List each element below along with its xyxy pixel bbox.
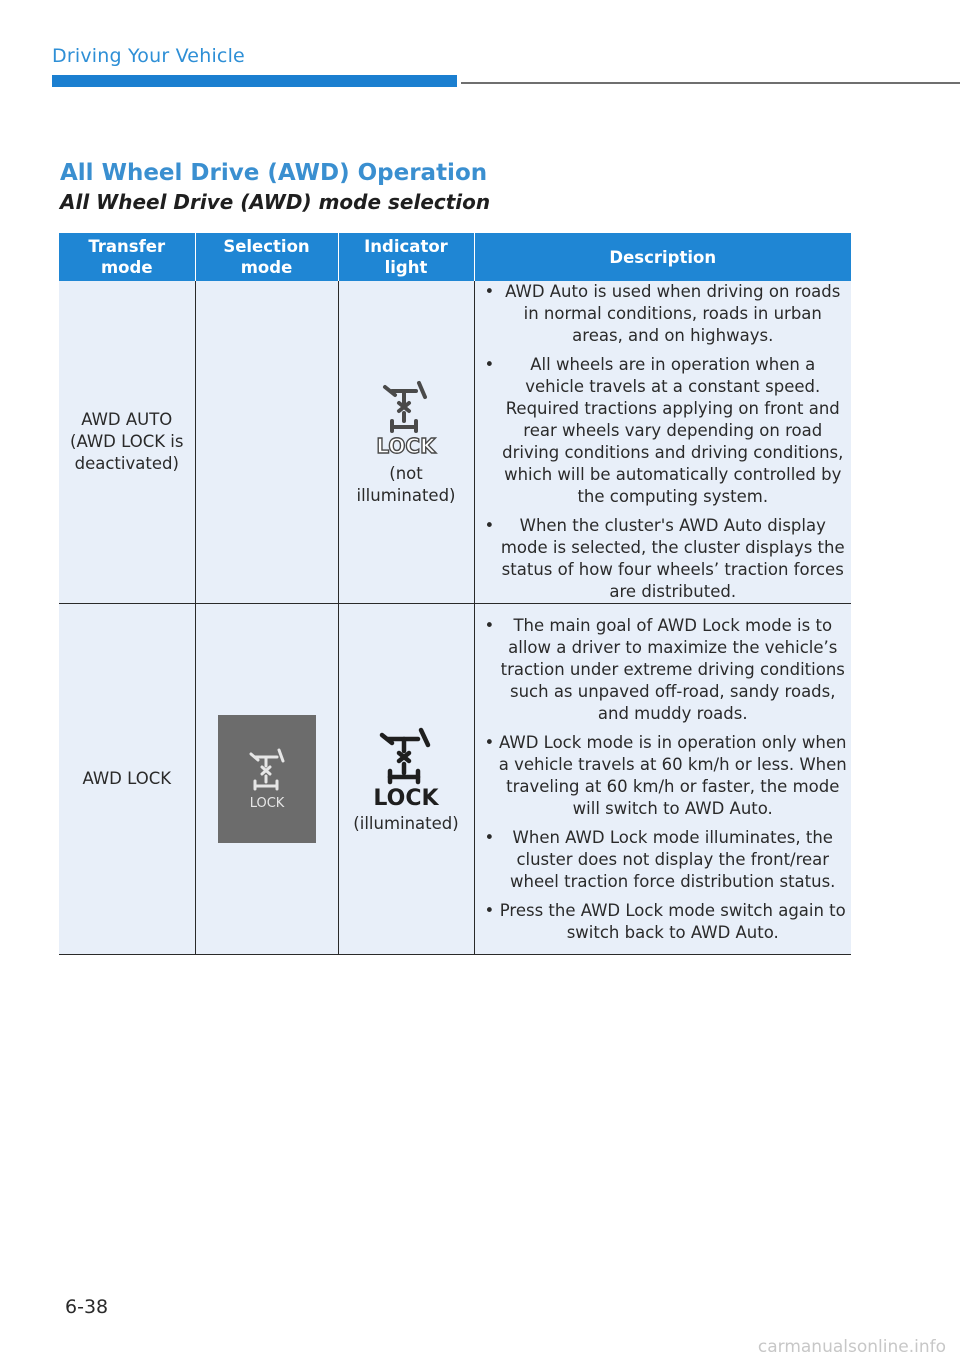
list-item: • All wheels are in operation when a vehicle travels at a constant speed. Required tractions applying on front and rear wheels vary depending on road driving conditions and driving conditions, which will be automatically controlled by the computing system. bbox=[479, 354, 848, 508]
awd-mode-table bbox=[59, 233, 851, 955]
list-item: • AWD Lock mode is in operation only when a vehicle travels at 60 km/h or less. When traveling at 60 km/h or faster, the mode will switch to AWD Auto. bbox=[479, 732, 848, 820]
section-title: All Wheel Drive (AWD) Operation bbox=[60, 160, 488, 186]
section-subtitle: All Wheel Drive (AWD) mode selection bbox=[60, 190, 491, 214]
header-selection-mode: Selection mode bbox=[195, 233, 338, 281]
table-row bbox=[59, 604, 851, 955]
table-row bbox=[59, 281, 851, 604]
description-list bbox=[479, 615, 848, 944]
svg-text:LOCK: LOCK bbox=[249, 796, 284, 811]
header-indicator-light: Indicator light bbox=[338, 233, 474, 281]
watermark: carmanualsonline.info bbox=[757, 1337, 946, 1357]
svg-text:LOCK: LOCK bbox=[376, 434, 436, 457]
awd-lock-solid-icon bbox=[368, 723, 444, 813]
transfer-mode-cell: AWD LOCK bbox=[59, 604, 195, 955]
running-head: Driving Your Vehicle bbox=[52, 45, 245, 67]
list-item: • When the cluster's AWD Auto display mode is selected, the cluster displays the status of how four wheels’ traction forces are distributed. bbox=[479, 515, 848, 603]
header-transfer-mode: Transfer mode bbox=[59, 233, 195, 281]
header-description: Description bbox=[474, 233, 851, 281]
description-list bbox=[479, 281, 848, 603]
list-item: • AWD Auto is used when driving on roads in normal conditions, roads in urban areas, and on highways. bbox=[479, 281, 848, 347]
description-cell bbox=[474, 281, 851, 604]
description-cell bbox=[474, 604, 851, 955]
awd-lock-outline-icon bbox=[371, 377, 441, 463]
selection-mode-cell bbox=[195, 604, 338, 955]
list-item: • Press the AWD Lock mode switch again to switch back to AWD Auto. bbox=[479, 900, 848, 944]
list-item: • The main goal of AWD Lock mode is to allow a driver to maximize the vehicle’s traction under extreme driving conditions such as unpaved off-road, sandy roads, and muddy roads. bbox=[479, 615, 848, 725]
selection-mode-cell bbox=[195, 281, 338, 604]
awd-lock-switch-icon bbox=[218, 715, 316, 843]
indicator-light-cell: LOCK (not illuminated) bbox=[338, 281, 474, 604]
list-item: • When AWD Lock mode illuminates, the cluster does not display the front/rear wheel traction force distribution status. bbox=[479, 827, 848, 893]
table-header-row bbox=[59, 233, 851, 281]
page-number: 6-38 bbox=[65, 1296, 109, 1318]
header-rule-thick bbox=[52, 75, 457, 87]
transfer-mode-cell: AWD AUTO (AWD LOCK is deactivated) bbox=[59, 281, 195, 604]
indicator-light-cell: LOCK (illuminated) bbox=[338, 604, 474, 955]
header-rule-thin bbox=[461, 82, 960, 84]
svg-text:LOCK: LOCK bbox=[373, 786, 439, 807]
